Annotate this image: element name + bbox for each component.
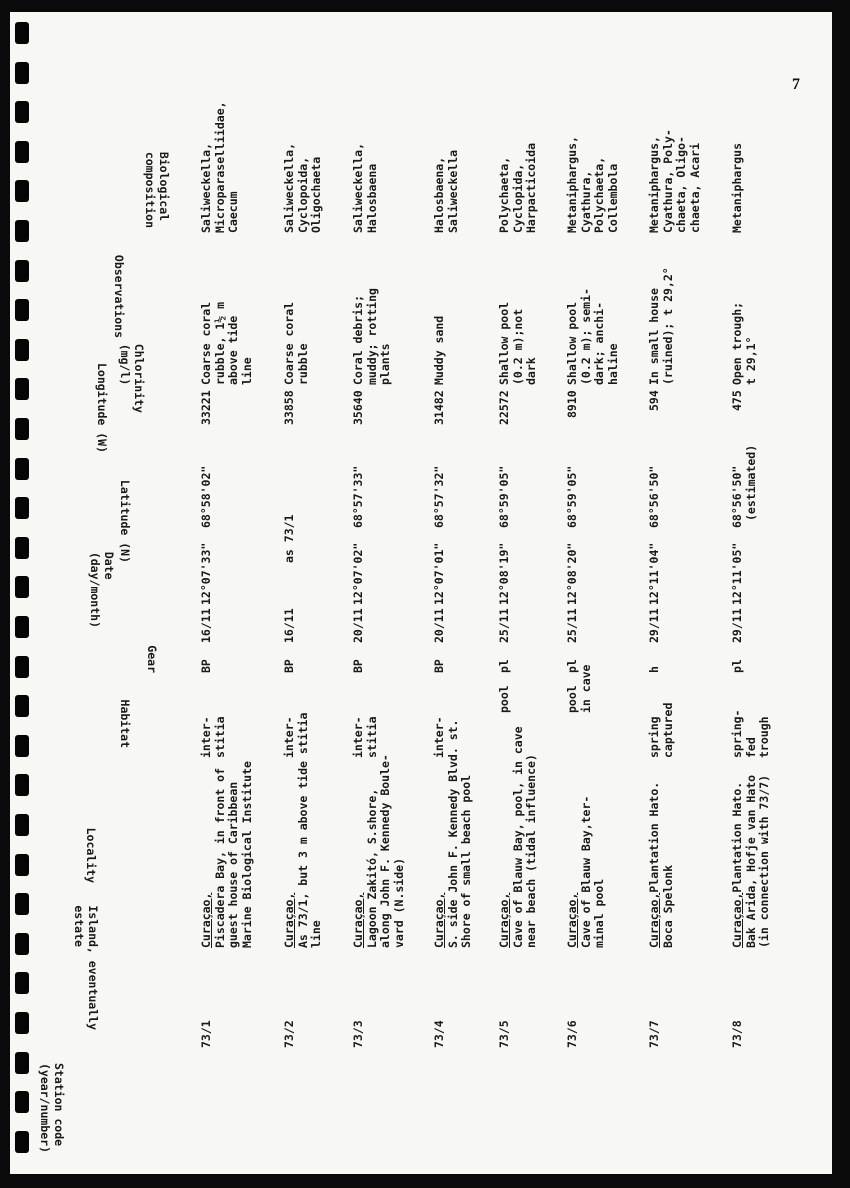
gear-line: BP: [282, 659, 296, 673]
locality-text: (in connection with 73/7): [757, 774, 771, 948]
gear: [200, 659, 214, 673]
header-locality-line: Locality: [84, 827, 98, 883]
longitude-line: 68°56'50": [730, 465, 744, 528]
locality-text: line: [309, 920, 323, 948]
header-habitat: [118, 700, 132, 748]
longitude: [352, 466, 366, 528]
date: [283, 608, 297, 643]
biological-composition-line: Oligochaeta: [309, 156, 323, 233]
biological-composition: [648, 129, 702, 233]
locality-line: [310, 713, 324, 948]
chlorinity-line: 35640: [351, 390, 365, 425]
latitude: [566, 543, 580, 605]
locality-line: [460, 720, 474, 948]
observations-line: t 29,1°: [743, 336, 758, 385]
locality: [352, 754, 406, 948]
observations: [566, 288, 620, 385]
date: [352, 608, 366, 643]
chlorinity-line: 33221: [199, 390, 213, 425]
chlorinity-line: 31482: [432, 390, 446, 425]
locality: [566, 796, 607, 948]
locality-line: [525, 726, 539, 948]
date-line: 25/11: [565, 608, 579, 643]
locality-line: [648, 782, 662, 948]
gear-line: BP: [351, 659, 365, 673]
biological-composition: [352, 143, 379, 233]
biological-composition-line: chaeta, Acari: [687, 142, 702, 233]
biological-composition: [283, 143, 324, 233]
biological-composition-line: Halosbaena,: [432, 156, 446, 233]
habitat-line: in cave: [578, 664, 593, 713]
longitude-note: (estimated): [743, 444, 758, 521]
observations-line: dark; anchi-: [592, 301, 606, 385]
longitude-line: 68°57'33": [351, 465, 365, 528]
header-island-line: Island, eventually: [86, 905, 100, 1030]
observations-line: plants: [378, 343, 392, 385]
chlorinity-line: 8910: [565, 390, 579, 418]
locality-line: [566, 796, 580, 948]
island-name: Curaçao,: [730, 892, 744, 948]
chlorinity: [433, 390, 447, 425]
locality-text: along John F. Kennedy Boule-: [378, 754, 392, 948]
latitude-line: 12°07'33": [199, 542, 213, 605]
station-code-line: 73/2: [282, 1020, 296, 1048]
latitude: [498, 543, 512, 605]
header-longitude-line: Longitude (W): [95, 362, 109, 453]
gear: [498, 659, 512, 673]
station-code: [498, 1020, 512, 1048]
habitat-line: stitia: [212, 716, 227, 758]
locality-text: Shore of small beach pool: [459, 774, 473, 948]
biological-composition: [566, 136, 620, 233]
island-name: Curaçao,: [497, 892, 511, 948]
date-line: 16/11: [282, 608, 296, 643]
biological-composition-line: Halosbaena: [364, 163, 379, 233]
header-island: [72, 905, 100, 1030]
latitude: [648, 543, 662, 605]
header-chlorinity: [118, 344, 146, 413]
date: [731, 608, 745, 643]
locality-text: Piscadera Bay, in front of: [212, 767, 227, 948]
gear: [648, 666, 662, 673]
observations-line: line: [239, 357, 254, 385]
habitat-line: captured: [660, 702, 675, 758]
date-line: 16/11: [199, 608, 213, 643]
biological-composition-line: Cyclopoida,: [295, 156, 310, 233]
longitude: [566, 466, 580, 528]
locality-text: Lagoon Zakitó, S.shore,: [364, 788, 379, 948]
chlorinity: [200, 390, 214, 425]
locality-text: As 73/1, but 3 m above tide stitia: [295, 712, 310, 948]
date-line: 20/11: [351, 608, 365, 643]
station-code: [648, 1020, 662, 1048]
observations-line: Shallow pool: [497, 301, 511, 385]
locality-line: [731, 775, 745, 948]
habitat: [200, 716, 227, 758]
date: [200, 608, 214, 643]
biological-composition: [731, 143, 745, 233]
biological-composition-line: Cyclopida,: [510, 163, 525, 233]
latitude-line: 12°11'05": [730, 542, 744, 605]
header-locality: [84, 828, 98, 883]
locality-line: [227, 761, 241, 948]
locality-line: [593, 796, 607, 948]
observations-line: rubble: [295, 343, 310, 385]
habitat: [352, 716, 379, 758]
biological-composition-line: Saliweckella,: [282, 142, 296, 233]
station-code: [433, 1020, 447, 1048]
locality-line: [214, 761, 228, 948]
observations: [498, 302, 539, 385]
latitude-line: 12°11'04": [647, 542, 661, 605]
habitat-line: spring-: [730, 709, 744, 758]
station-code: [200, 1020, 214, 1048]
locality-line: [241, 761, 255, 948]
date-line: 29/11: [730, 608, 744, 643]
station-code-line: 73/3: [351, 1020, 365, 1048]
station-code-line: 73/1: [199, 1020, 213, 1048]
observations: [648, 267, 675, 385]
chlorinity: [731, 390, 745, 411]
habitat-line: inter-: [351, 716, 365, 758]
station-code: [731, 1020, 745, 1048]
gear-line: BP: [199, 659, 213, 673]
observations-line: In small house: [647, 288, 661, 385]
gear: [433, 659, 447, 673]
biological-composition-line: Cyathura, Poly-: [660, 129, 675, 233]
locality-text: Bak Arida, Hofje van Hato: [743, 774, 758, 948]
island-name: Curaçao,: [647, 892, 661, 948]
biological-composition: [498, 143, 539, 233]
island-name: Curaçao,: [351, 892, 365, 948]
habitat-line: trough: [757, 716, 771, 758]
header-island-line: estate: [72, 905, 86, 947]
latitude: [352, 543, 366, 605]
island-name: Curaçao,: [199, 892, 213, 948]
header-latitude-line: Latitude (N): [118, 479, 132, 563]
latitude: [283, 515, 297, 563]
island-name: Curaçao,: [565, 892, 579, 948]
island-name: Curaçao,: [282, 892, 296, 948]
observations: [283, 302, 310, 385]
header-observations: [112, 255, 126, 338]
habitat: [433, 716, 447, 758]
header-bio-line: composition: [143, 151, 157, 228]
station-code-line: 73/8: [730, 1020, 744, 1048]
latitude-line: as 73/1: [282, 514, 296, 563]
chlorinity-line: 475: [730, 390, 744, 411]
latitude-line: 12°07'02": [351, 542, 365, 605]
biological-composition-line: Metaniphargus,: [565, 136, 579, 233]
observations: [352, 288, 393, 385]
biological-composition: [433, 150, 460, 233]
latitude: [731, 543, 745, 605]
locality-line: [379, 754, 393, 948]
date: [433, 608, 447, 643]
chlorinity: [352, 390, 366, 425]
observations-line: muddy; rotting: [364, 288, 379, 385]
locality: [648, 782, 675, 948]
header-bio: [143, 152, 171, 228]
biological-composition-line: Cyathura,: [578, 170, 593, 233]
locality-text: Plantation Hato.: [647, 781, 661, 893]
gear-line: BP: [432, 659, 446, 673]
locality-line: [366, 754, 380, 948]
biological-composition-line: Saliweckella,: [351, 142, 365, 233]
biological-composition-line: Saliweckella: [445, 149, 460, 233]
station-code-line: 73/7: [647, 1020, 661, 1048]
longitude-line: 68°57'32": [432, 465, 446, 528]
habitat: [283, 716, 297, 758]
date: [566, 608, 580, 643]
locality-line: [512, 726, 526, 948]
gear-line: h: [647, 666, 661, 673]
locality: [498, 726, 539, 948]
station-code: [283, 1020, 297, 1048]
locality: [200, 761, 254, 948]
gear: [731, 659, 745, 673]
biological-composition-line: Saliweckella,: [199, 142, 213, 233]
longitude: [648, 466, 662, 528]
locality-text: Cave of Blauw Bay, pool, in cave: [510, 726, 525, 948]
header-station: [38, 1063, 66, 1153]
locality-line: [297, 713, 311, 948]
header-observations-line: Observations: [112, 254, 126, 338]
observations-line: rubble, 1½ m: [212, 301, 227, 385]
habitat-line: inter-: [199, 716, 213, 758]
locality-text: Plantation Hato.: [730, 781, 744, 893]
locality-text: Marine Biological Institute: [239, 761, 254, 948]
station-code-line: 73/5: [497, 1020, 511, 1048]
locality-line: [662, 782, 676, 948]
locality: [731, 775, 772, 948]
habitat-line: spring: [647, 716, 661, 758]
locality-text: minal pool: [592, 878, 606, 948]
biological-composition-line: chaeta, Oligo-: [674, 136, 688, 233]
longitude: [498, 466, 512, 528]
observations: [731, 302, 758, 385]
habitat: [498, 685, 512, 713]
header-longitude: [95, 363, 109, 453]
observations-line: (ruined); t 29,2°: [660, 267, 675, 385]
observations-line: dark: [524, 357, 538, 385]
habitat-line: fed: [743, 737, 758, 758]
header-gear: [145, 645, 159, 673]
habitat-line: pool: [497, 685, 511, 713]
locality-line: [393, 754, 407, 948]
biological-composition-line: Caecum: [226, 191, 240, 233]
gear-line: pl: [730, 659, 744, 673]
date: [648, 608, 662, 643]
chlorinity: [498, 390, 512, 425]
station-code: [566, 1020, 580, 1048]
locality-line: [447, 720, 461, 948]
biological-composition-line: Polychaeta,: [497, 156, 511, 233]
longitude-line: 68°59'05": [497, 465, 511, 528]
habitat: [731, 710, 772, 758]
biological-composition-line: Microparaselliidae,: [212, 101, 227, 233]
longitude-line: 68°58'02": [199, 465, 213, 528]
locality-text: Cave of Blauw Bay,ter-: [578, 795, 593, 948]
observations: [433, 316, 447, 385]
locality-text: S. side John F. Kennedy Blvd. st.: [445, 719, 460, 948]
header-station-line: Station code: [52, 1062, 66, 1147]
chlorinity-line: 594: [647, 390, 661, 411]
habitat-line: inter-: [282, 716, 296, 758]
habitat-line: inter-: [432, 716, 446, 758]
chlorinity: [566, 390, 580, 418]
biological-composition-line: Harpacticoida: [524, 142, 538, 233]
observations-line: Coral debris;: [351, 294, 365, 385]
latitude: [433, 543, 447, 605]
header-latitude: [118, 480, 132, 563]
latitude-line: 12°08'20": [565, 542, 579, 605]
date: [498, 608, 512, 643]
locality-text: Boca Spelonk: [660, 864, 675, 948]
observations-line: haline: [605, 343, 620, 385]
locality-line: [745, 775, 759, 948]
station-code-line: 73/4: [432, 1020, 446, 1048]
longitude-line: 68°59'05": [565, 465, 579, 528]
habitat-line: stitia: [364, 716, 379, 758]
observations-line: (0.2 m); semi-: [578, 288, 593, 385]
header-bio-line: Biological: [157, 151, 171, 222]
biological-composition-line: Metaniphargus,: [647, 136, 661, 233]
biological-composition: [200, 101, 241, 233]
gear-line: pl: [497, 659, 511, 673]
observations-line: (0.2 m);not: [510, 308, 525, 385]
header-date-line: (day/month): [88, 551, 102, 628]
chlorinity-line: 33858: [282, 390, 296, 425]
header-chlorinity-line: (mg/l): [118, 343, 132, 386]
observations-line: above tide: [226, 315, 240, 385]
locality-line: [580, 796, 594, 948]
header-date: [88, 552, 116, 628]
longitude: [200, 466, 214, 528]
locality-line: [200, 761, 214, 948]
longitude: [433, 466, 447, 528]
header-gear-line: Gear: [145, 645, 159, 673]
header-chlorinity-line: Chlorinity: [132, 343, 146, 413]
header-habitat-line: Habitat: [118, 699, 132, 748]
observations-line: Coarse coral: [199, 301, 213, 385]
gear: [283, 659, 297, 673]
locality-line: [352, 754, 366, 948]
chlorinity: [648, 390, 662, 411]
observations: [200, 302, 254, 385]
observations-line: Shallow pool: [565, 301, 579, 385]
locality-text: near beach (tidal influence): [524, 754, 538, 948]
header-date-line: Date: [102, 551, 116, 580]
locality-line: [498, 726, 512, 948]
date-line: 20/11: [432, 608, 446, 643]
header-station-line: (year/number): [38, 1062, 52, 1153]
longitude-line: 68°56'50": [647, 465, 661, 528]
habitat: [648, 703, 675, 758]
date-line: 29/11: [647, 608, 661, 643]
observations-line: Coarse coral: [282, 301, 296, 385]
chlorinity: [283, 390, 297, 425]
latitude-line: 12°08'19": [497, 542, 511, 605]
biological-composition-line: Polychaeta,: [592, 156, 606, 233]
locality-text: vard (N.side): [391, 857, 406, 948]
observations-line: Muddy sand: [432, 315, 446, 385]
station-code-line: 73/6: [565, 1020, 579, 1048]
locality-line: [758, 775, 772, 948]
gear: [566, 659, 580, 673]
page-number: 7: [792, 76, 800, 93]
biological-composition-line: Metaniphargus: [730, 142, 744, 233]
chlorinity-line: 22572: [497, 390, 511, 425]
latitude: [200, 543, 214, 605]
locality-text: guest house of Caribbean: [226, 781, 240, 948]
gear: [352, 659, 366, 673]
gear-line: pl: [565, 659, 579, 673]
station-code: [352, 1020, 366, 1048]
habitat-line: pool: [565, 685, 579, 713]
latitude-line: 12°07'01": [432, 542, 446, 605]
longitude: [731, 445, 758, 528]
biological-composition-line: Collembola: [605, 163, 620, 233]
observations-line: Open trough;: [730, 301, 744, 385]
date-line: 25/11: [497, 608, 511, 643]
island-name: Curaçao,: [432, 892, 446, 948]
